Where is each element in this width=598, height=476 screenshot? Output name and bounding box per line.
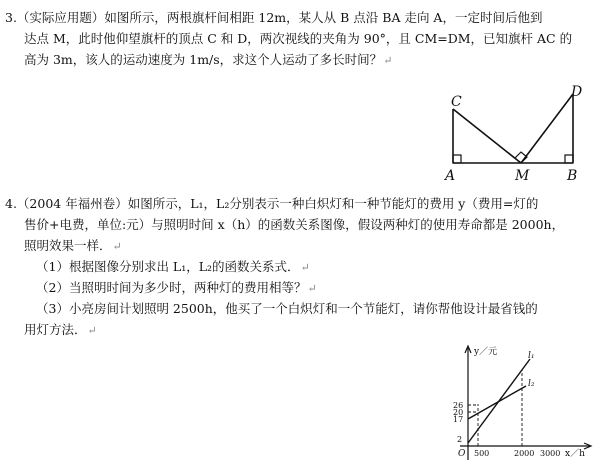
y-axis-label: y／元 bbox=[474, 347, 498, 357]
return-mark: ↵ bbox=[300, 261, 310, 274]
problem3-line-2: 达点 M，此时他仰望旗杆的顶点 C 和 D，两次视线的夹角为 90°，且 CM=DM，已知旗杆 AC 的 bbox=[24, 31, 573, 46]
return-mark: ↵ bbox=[112, 240, 122, 253]
sightline-cm bbox=[453, 109, 521, 163]
y-tick-26: 26 bbox=[453, 401, 464, 410]
y-tick-20: 20 bbox=[453, 408, 464, 417]
problem4-line-3: 照明效果一样．↵ bbox=[24, 238, 122, 253]
label-b: B bbox=[567, 168, 578, 184]
x-tick-500: 500 bbox=[474, 449, 490, 458]
label-m: M bbox=[515, 168, 530, 184]
flagpole-figure bbox=[435, 82, 595, 187]
line-l2 bbox=[468, 386, 526, 419]
y-tick-17: 17 bbox=[453, 415, 464, 424]
x-axis-label: x／h bbox=[565, 449, 585, 459]
problem4-question-2: （2）当照明时间为多少时，两种灯的费用相等？↵ bbox=[36, 280, 317, 295]
problem4-question-1: （1）根据图像分别求出 L₁，L₂的函数关系式．↵ bbox=[36, 259, 310, 274]
problem4-question-3: （3）小亮房间计划照明 2500h，他买了一个白炽灯和一个节能灯，请你帮他设计最省钱的 bbox=[36, 301, 538, 316]
return-mark: ↵ bbox=[87, 324, 97, 337]
problem4-line-2: 售价+电费，单位:元）与照明时间 x（h）的函数关系图像，假设两种灯的使用寿命都是 2000h， bbox=[24, 217, 565, 232]
label-a: A bbox=[445, 168, 456, 184]
right-angle-a bbox=[453, 155, 461, 163]
problem4-question-3-cont: 用灯方法．↵ bbox=[24, 322, 97, 337]
origin-label: O bbox=[458, 449, 466, 459]
x-tick-2000: 2000 bbox=[514, 449, 535, 458]
right-angle-b bbox=[565, 155, 573, 163]
return-mark: ↵ bbox=[383, 54, 393, 67]
label-l1: l₁ bbox=[528, 351, 535, 361]
y-tick-2: 2 bbox=[457, 435, 463, 444]
return-mark: ↵ bbox=[307, 282, 317, 295]
problem3-line-3: 高为 3m，该人的运动速度为 1m/s，求这个人运动了多长时间？↵ bbox=[24, 52, 393, 67]
label-d: D bbox=[571, 84, 583, 100]
label-l2: l₂ bbox=[528, 379, 535, 389]
problem3-line-1: 3.（实际应用题）如图所示，两根旗杆间相距 12m，某人从 B 点沿 BA 走向 A，一定时间后他到 bbox=[5, 10, 543, 25]
problem4-line-1: 4.（2004 年福州卷）如图所示，L₁，L₂分别表示一种白炽灯和一种节能灯的费用 y（费用=灯的 bbox=[5, 196, 539, 211]
cost-graph bbox=[440, 342, 598, 476]
label-c: C bbox=[451, 94, 462, 110]
x-tick-3000: 3000 bbox=[540, 449, 561, 458]
sightline-dm bbox=[521, 94, 573, 163]
